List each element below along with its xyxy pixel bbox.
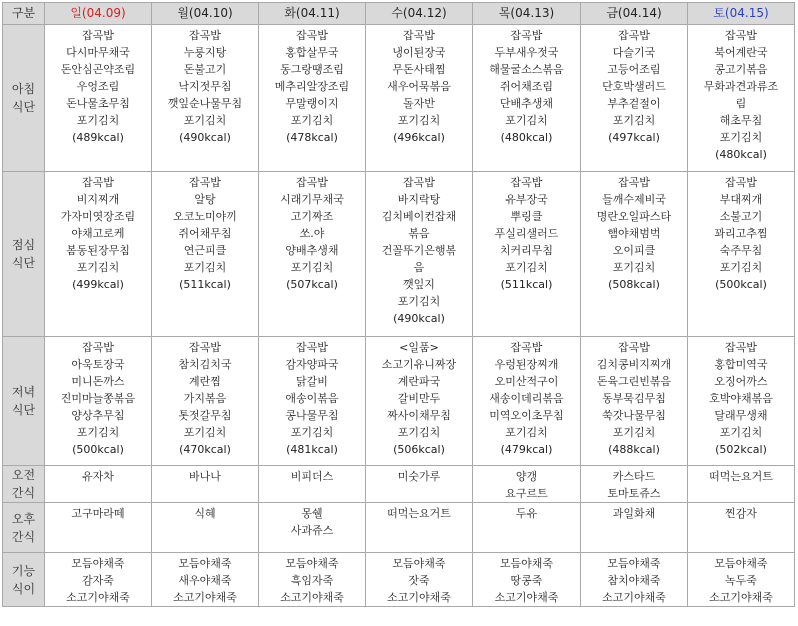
meal-row-pm_snack [3,503,795,553]
menu-item: 무말랭이지 [285,97,339,110]
menu-item: 콩고기볶음 [714,63,768,76]
menu-item: 포기김치 [612,114,656,127]
menu-item: 돌자반 [403,97,435,110]
menu-item: 몽쉘 [301,507,323,520]
menu-item: 들깨수제비국 [602,193,666,206]
row-label-line: 식단 [11,403,36,417]
menu-item: (497kcal) [608,131,660,144]
menu-item: (481kcal) [286,443,338,456]
menu-item: 양상추무침 [71,409,125,422]
menu-item: 찐감자 [725,507,757,520]
menu-item: 새우야채죽 [178,574,232,587]
row-label-line: 점심 [11,238,36,252]
row-label-line: 식이 [11,581,36,596]
menu-cell [688,172,795,337]
menu-item: 모듬야채죽 [285,557,339,570]
menu-cell [473,172,581,337]
menu-item: 바지락탕 [397,193,441,206]
day-header-tue: 화(04.11) [259,3,366,25]
menu-cell [688,337,795,466]
menu-item: 포기김치 [290,426,334,439]
menu-item: 깻잎순나물무침 [167,97,243,110]
menu-item: 소고기야채죽 [709,591,773,604]
menu-item: 김치콩비지찌개 [596,358,672,371]
row-label-am_snack [3,466,45,503]
menu-item: 메추리알장조림 [274,80,350,93]
menu-item: 잡곡밥 [189,341,221,354]
menu-cell [688,466,795,503]
menu-item: 쥐어채무침 [178,227,232,240]
menu-item: (490kcal) [393,312,445,325]
menu-item: (511kcal) [500,278,553,291]
menu-cell [688,25,795,172]
menu-item: 비피더스 [290,470,334,483]
header-row [3,3,795,25]
day-header-sun: 일(04.09) [45,3,152,25]
menu-cell [366,553,473,607]
meal-row-functional [3,553,795,607]
menu-item: 동부묵김무침 [602,392,666,405]
menu-item: 두유 [515,507,538,520]
day-header-sat: 토(04.15) [688,3,795,25]
menu-cell [45,503,152,553]
menu-item: 사과쥬스 [290,524,334,537]
menu-item: (496kcal) [393,131,445,144]
menu-item: (488kcal) [608,443,660,456]
menu-item: 뿌링클 [510,210,543,223]
menu-item: 토마토쥬스 [607,487,661,500]
row-label-dinner [3,337,45,466]
menu-cell [152,503,259,553]
menu-item: 유부장국 [505,193,548,206]
row-label-line: 기능 [11,563,36,578]
menu-cell [45,25,152,172]
menu-item: (500kcal) [72,443,124,456]
menu-item: 김치베이컨잡채 [381,210,457,223]
menu-item: 양갱 [515,470,538,483]
menu-cell [688,553,795,607]
menu-item: 식혜 [194,507,216,520]
menu-item: 잡곡밥 [725,341,757,354]
menu-item: 소고기야채죽 [387,591,451,604]
menu-item: 달래무생채 [714,409,768,422]
menu-item: 푸실리샐러드 [494,227,559,240]
menu-cell [152,553,259,607]
menu-cell [581,337,688,466]
menu-item: 꽈리고추찜 [714,227,768,240]
menu-item: 다슬기국 [612,46,656,59]
menu-item: 깻잎지 [403,278,435,291]
menu-item: 소고기야채죽 [66,591,130,604]
menu-item: (480kcal) [715,148,767,161]
menu-cell [45,172,152,337]
row-label-line: 저녁 [11,385,36,399]
menu-item: 소고기야채죽 [173,591,237,604]
row-label-line: 아침 [11,82,36,96]
menu-cell [259,337,366,466]
menu-item: 오미산적구이 [494,375,559,388]
menu-cell [152,172,259,337]
menu-item: 가지볶음 [183,392,227,405]
menu-item: (502kcal) [715,443,767,456]
menu-item: 가자미엿장조림 [60,210,136,223]
menu-item: 부대찌개 [719,193,763,206]
menu-item: 흑임자죽 [290,574,334,587]
menu-item: 냉이된장국 [392,46,446,59]
menu-item: 포기김치 [290,114,334,127]
menu-item: 계란파국 [397,375,441,388]
meal-row-lunch [3,172,795,337]
row-label-line: 오전 [11,468,36,482]
menu-item: 누룽지탕 [183,46,227,59]
menu-item: 모듬야채죽 [71,557,125,570]
menu-item: (480kcal) [500,131,553,144]
menu-item: 소고기유니짜장 [381,358,457,371]
menu-item: 림 [735,97,747,110]
menu-item: 떠먹는요거트 [387,507,451,520]
menu-item: (489kcal) [72,131,124,144]
menu-item: 햄야채범벅 [607,227,661,240]
menu-item: 알탕 [194,193,216,206]
menu-item: 볶음 [408,227,430,240]
menu-item: 돈불고기 [183,63,227,76]
row-label-line: 식단 [11,256,36,270]
menu-item: 감자양파국 [285,358,339,371]
row-label-lunch [3,172,45,337]
menu-item: 콩나물무침 [285,409,339,422]
menu-item: 동그랑땡조림 [280,63,344,76]
menu-cell [581,25,688,172]
menu-item: 돈나물초무침 [66,97,130,110]
menu-item: 잡곡밥 [82,29,114,42]
menu-item: (478kcal) [286,131,338,144]
menu-item: (499kcal) [72,278,124,291]
menu-item: 잡곡밥 [403,176,435,189]
menu-item: 고기짜조 [290,210,334,223]
menu-item: 모듬야채죽 [178,557,232,570]
menu-cell [581,503,688,553]
menu-item: 소고기야채죽 [602,591,666,604]
menu-item: 포기김치 [719,261,763,274]
menu-item: 잡곡밥 [510,176,543,189]
row-label-breakfast [3,25,45,172]
menu-item: 쏘.야 [299,227,325,240]
menu-item: 명란오일파스타 [596,210,672,223]
menu-item: 건꼴뚜기은행볶 [381,244,457,257]
menu-item: 홍합미역국 [714,358,768,371]
menu-item: 잡곡밥 [618,29,650,42]
menu-item: 비지찌개 [76,193,120,206]
menu-item: 잡곡밥 [725,176,757,189]
menu-cell [259,553,366,607]
menu-item: 미니돈까스 [71,375,125,388]
menu-cell [473,337,581,466]
menu-item: 잡곡밥 [296,29,328,42]
menu-item: 잡곡밥 [403,29,435,42]
header-label: 구분 [3,3,45,25]
menu-item: (479kcal) [500,443,553,456]
menu-item: 포기김치 [397,426,441,439]
menu-item: 모듬야채죽 [607,557,661,570]
menu-item: 야채고로케 [71,227,125,240]
menu-item: 부추겉절이 [607,97,661,110]
menu-cell [473,466,581,503]
menu-item: 소고기야채죽 [494,591,559,604]
menu-cell [45,337,152,466]
menu-item: 오이피클 [612,244,656,257]
menu-item: 아욱토장국 [71,358,125,371]
menu-item: 돈안심곤약조림 [60,63,136,76]
menu-item: 양배추생채 [285,244,339,257]
menu-item: 포기김치 [76,261,120,274]
menu-item: 낙지젓무침 [178,80,232,93]
menu-item: 잡곡밥 [296,341,328,354]
menu-item: 포기김치 [76,426,120,439]
menu-cell [366,503,473,553]
menu-item: 새우어묵볶음 [387,80,451,93]
menu-item: 떠먹는요거트 [709,470,773,483]
menu-item: 모듬야채죽 [499,557,554,570]
menu-item: 호박야채볶음 [709,392,773,405]
menu-item: 잡곡밥 [189,29,221,42]
menu-cell [581,553,688,607]
menu-item: 시래기무채국 [280,193,344,206]
menu-cell [581,466,688,503]
menu-item: 포기김치 [76,114,120,127]
meal-row-dinner [3,337,795,466]
menu-item: 잡곡밥 [82,341,114,354]
menu-cell [366,466,473,503]
menu-item: 두부새우젓국 [494,46,559,59]
menu-item: 소고기야채죽 [280,591,344,604]
menu-cell [45,553,152,607]
row-label-line: 오후 [11,511,36,526]
menu-item: 잡곡밥 [189,176,221,189]
menu-cell [152,337,259,466]
row-label-functional [3,553,45,607]
menu-item: (470kcal) [179,443,231,456]
menu-item: 포기김치 [183,426,227,439]
menu-table [2,2,795,607]
menu-item: 포기김치 [612,261,656,274]
menu-item: 카스타드 [612,470,656,483]
row-label-line: 간식 [11,486,36,500]
menu-item: 포기김치 [505,114,548,127]
menu-item: <일품> [399,341,439,354]
meal-row-breakfast [3,25,795,172]
menu-item: 오징어까스 [714,375,768,388]
menu-item: 포기김치 [183,261,227,274]
row-label-pm_snack [3,503,45,553]
menu-cell [152,466,259,503]
meal-row-am_snack [3,466,795,503]
menu-item: 숙주무침 [719,244,763,257]
day-header-wed: 수(04.12) [366,3,473,25]
menu-item: 고등어조림 [607,63,661,76]
menu-item: 우렁된장찌개 [494,358,559,371]
menu-item: (506kcal) [393,443,445,456]
menu-item: 우엉조림 [76,80,120,93]
menu-item: 과일화채 [612,507,656,520]
menu-item: 짜사이채무침 [387,409,451,422]
menu-cell [688,503,795,553]
menu-item: 잡곡밥 [618,176,650,189]
day-header-mon: 월(04.10) [152,3,259,25]
menu-item: 참치야채죽 [607,574,661,587]
menu-item: 계란찜 [189,375,221,388]
day-header-fri: 금(04.14) [581,3,688,25]
menu-item: 잡곡밥 [82,176,114,189]
menu-item: 미숫가루 [397,470,441,483]
menu-item: 포기김치 [397,114,441,127]
menu-item: 무돈사태찜 [392,63,446,76]
menu-item: 땅콩죽 [510,574,543,587]
menu-item: 모듬야채죽 [392,557,446,570]
menu-item: 닭갈비 [296,375,328,388]
menu-item: 해물굴소스볶음 [489,63,564,76]
menu-item: 미역오이초무침 [489,409,564,422]
menu-cell [581,172,688,337]
menu-cell [45,466,152,503]
menu-item: 다시마무채국 [66,46,130,59]
menu-item: 녹두죽 [725,574,757,587]
menu-item: 애송이볶음 [285,392,339,405]
menu-item: 잡곡밥 [296,176,328,189]
menu-item: 톳젓갈무침 [178,409,232,422]
menu-item: 갈비만두 [397,392,441,405]
menu-item: (508kcal) [608,278,660,291]
row-label-line: 식단 [11,100,36,114]
menu-item: 돈육그린빈볶음 [596,375,672,388]
menu-cell [259,503,366,553]
menu-item: 포기김치 [290,261,334,274]
menu-item: 연근피클 [183,244,227,257]
menu-item: 오코노미야끼 [173,210,237,223]
menu-item: 소불고기 [719,210,763,223]
menu-cell [259,172,366,337]
menu-cell [366,337,473,466]
menu-item: (507kcal) [286,278,338,291]
row-label-line: 간식 [11,529,36,544]
menu-item: 잣죽 [408,574,430,587]
menu-item: 유자차 [82,470,114,483]
menu-item: 새송이데리볶음 [489,392,564,405]
menu-item: 고구마라떼 [71,507,125,520]
menu-item: 포기김치 [505,261,548,274]
menu-item: 포기김치 [612,426,656,439]
menu-item: 진미마늘쫑볶음 [60,392,136,405]
menu-item: 북어계란국 [714,46,768,59]
menu-item: 단호박샐러드 [602,80,666,93]
menu-item: 음 [413,261,425,274]
menu-item: 잡곡밥 [725,29,757,42]
menu-item: 감자죽 [82,574,114,587]
menu-cell [473,553,581,607]
day-header-thu: 목(04.13) [473,3,581,25]
menu-item: 해초무침 [719,114,763,127]
menu-item: 참치김치국 [178,358,232,371]
menu-cell [259,466,366,503]
menu-cell [366,172,473,337]
menu-cell [152,25,259,172]
menu-item: 치커리무침 [499,244,554,257]
menu-item: 봄동된장무침 [66,244,130,257]
menu-item: 요구르트 [505,487,548,500]
menu-item: 홍합살무국 [285,46,339,59]
menu-item: (490kcal) [179,131,231,144]
menu-item: 잡곡밥 [618,341,650,354]
menu-cell [259,25,366,172]
menu-item: (511kcal) [179,278,231,291]
menu-cell [473,25,581,172]
menu-item: (500kcal) [715,278,767,291]
menu-item: 단배추생채 [499,97,554,110]
menu-item: 포기김치 [397,295,441,308]
menu-item: 모듬야채죽 [714,557,768,570]
menu-item: 무화과견과류조 [703,80,779,93]
menu-cell [366,25,473,172]
menu-item: 포기김치 [719,426,763,439]
menu-item: 포기김치 [183,114,227,127]
menu-item: 쑥갓나물무침 [602,409,666,422]
menu-item: 잡곡밥 [510,341,543,354]
menu-item: 포기김치 [505,426,548,439]
menu-cell [473,503,581,553]
menu-item: 쥐어채조림 [499,80,554,93]
menu-item: 포기김치 [719,131,763,144]
menu-item: 바나나 [189,470,221,483]
menu-item: 잡곡밥 [510,29,543,42]
